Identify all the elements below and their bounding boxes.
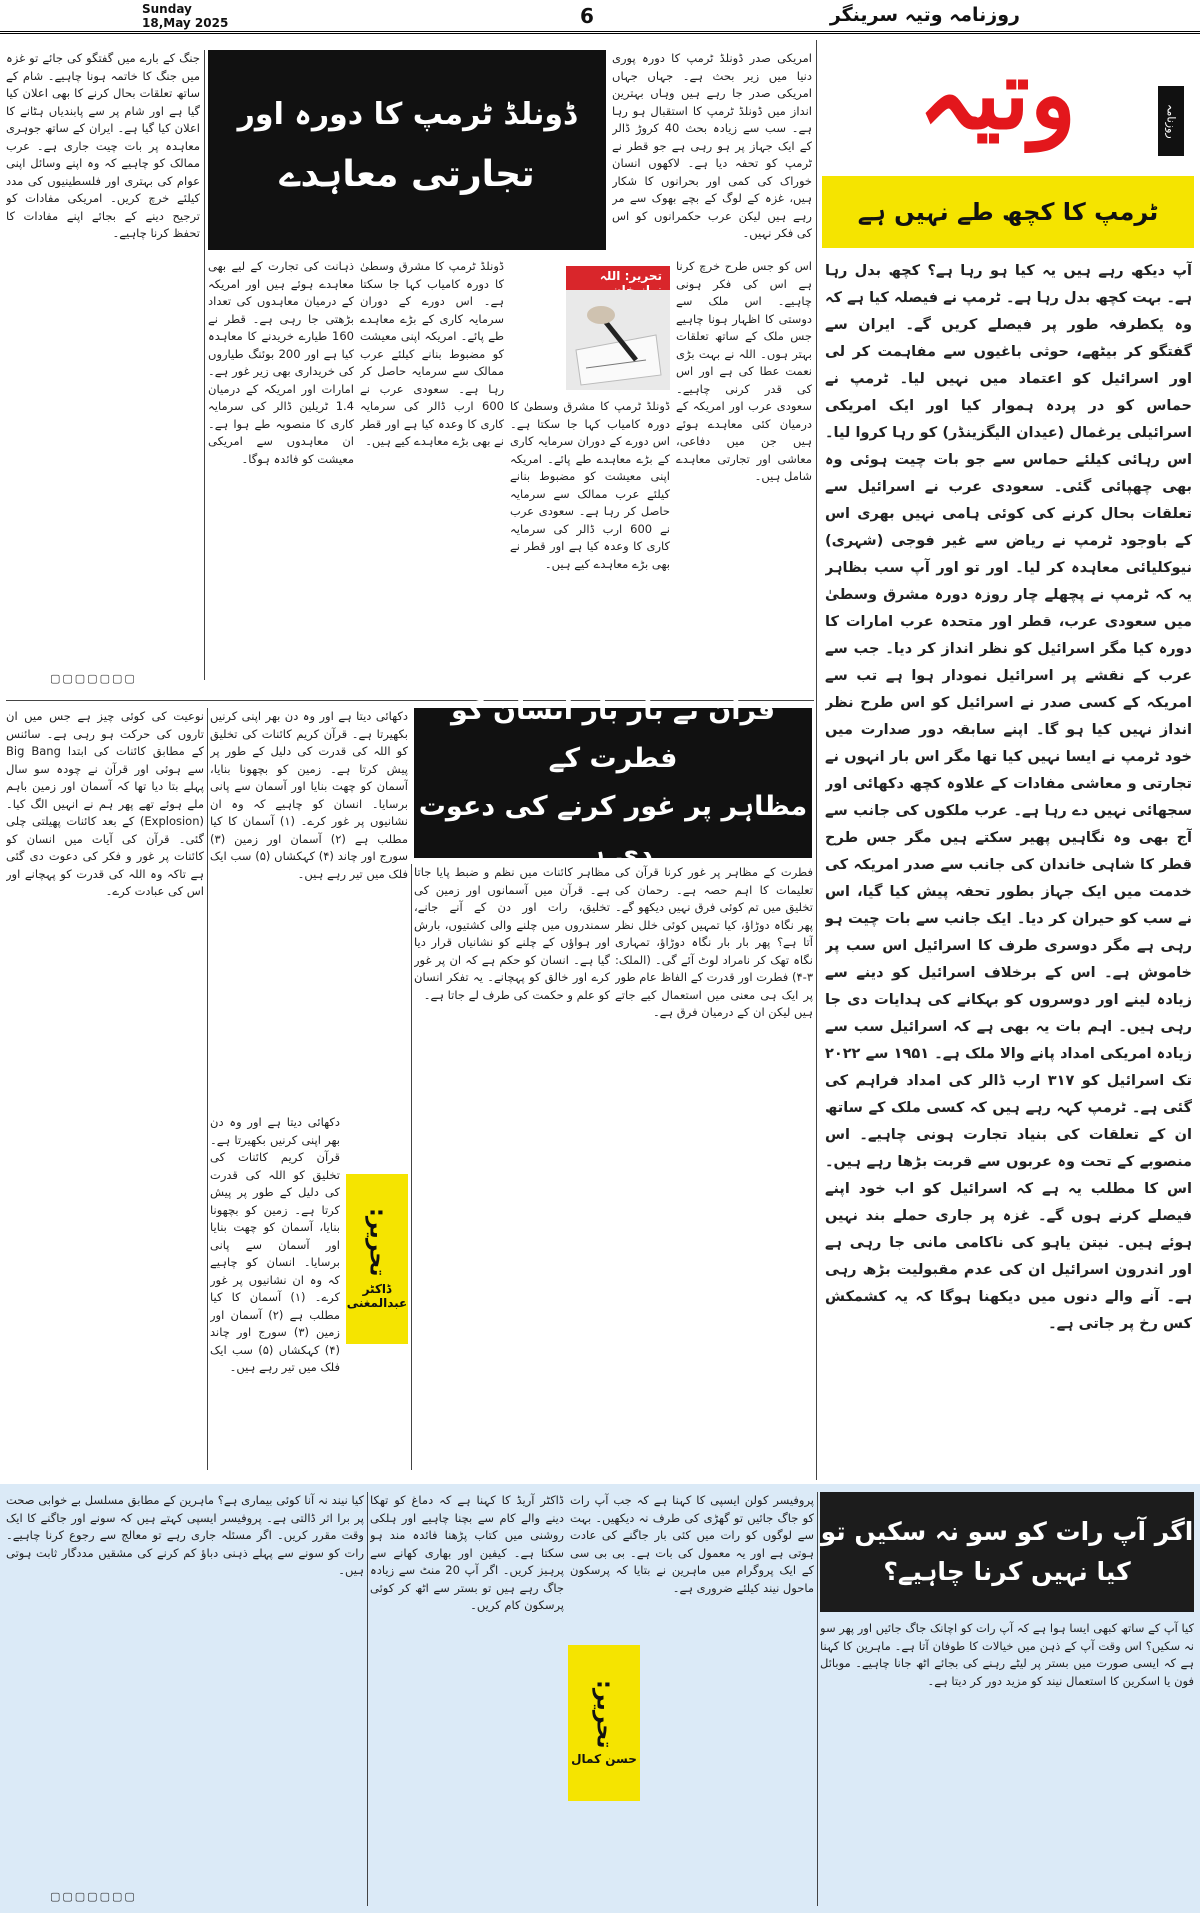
article-end-marks: ▢▢▢▢▢▢▢: [50, 1890, 137, 1903]
sleep-byline-label: تحریر:: [591, 1679, 617, 1749]
column-divider: [204, 50, 205, 680]
quran-body-c: دکھائی دیتا ہے اور وہ دن بھر اپنی کرنیں بکھیرتا ہے۔ قرآن کریم کائنات کی تخلیق کو اللہ کی قدرت کی دلیل کے طور پر پیش کرتا ہے۔ زمین کو بچھونا بنایا، آسمان کو چھت بنایا اور آسمان سے پانی برسایا۔ انسان کو چاہیے کہ وہ ان نشانیوں پر غور کرے۔ (۱) آسمان کا کیا مطلب ہے (۲) آسمان اور زمین (۳) سورج اور چاند (۴) کہکشاں (۵) سب ایک فلک میں تیر رہے ہیں۔: [210, 709, 408, 881]
trump-headline-line1: ڈونلڈ ٹرمپ کا دورہ اور: [237, 97, 577, 132]
sleep-headline-line2: کیا نہیں کرنا چاہیے؟: [883, 1557, 1131, 1586]
sleep-body-a: کیا آپ کے ساتھ کبھی ایسا ہوا ہے کہ آپ رات کو اچانک جاگ جائیں اور پھر سو نہ سکیں؟ اس وقت آپ کے ذہن میں خیالات کا طوفان آتا ہے۔ ماہرین کا کہنا ہے کہ ایسی صورت میں بستر پر لیٹے رہنے کی بجائے اٹھ جانا چاہیے۔ موبائل فون یا اسکرین کا استعمال نیند کو مزید دور کر دیتا ہے۔: [820, 1621, 1194, 1688]
sleep-body-d: کیا نیند نہ آنا کوئی بیماری ہے؟ ماہرین کے مطابق مسلسل بے خوابی صحت پر برا اثر ڈالتی ہے۔ پروفیسر ایسپی کہتے ہیں کہ سونے اور جاگنے کا ایک وقت مقرر کریں۔ اگر مسئلہ جاری رہے تو معالج سے رجوع کرنا چاہیے۔ رات کو سونے سے پہلے ذہنی دباؤ کم کرنے کی مشقیں مددگار ثابت ہوتی ہیں۔: [6, 1493, 364, 1577]
trump-headline: [208, 50, 606, 250]
sleep-byline-name: حسن کمال: [571, 1752, 637, 1767]
quran-body-c2: دکھائی دیتا ہے اور وہ دن بھر اپنی کرنیں بکھیرتا ہے۔ قرآن کریم کائنات کی تخلیق کو اللہ کی قدرت کی دلیل کے طور پر پیش کرتا ہے۔ زمین کو بچھونا بنایا، آسمان کو چھت بنایا اور آسمان سے پانی برسایا۔ انسان کو چاہیے کہ وہ ان نشانیوں پر غور کرے۔ (۱) آسمان کا کیا مطلب ہے (۲) آسمان اور زمین (۳) سورج اور چاند (۴) کہکشاں (۵) سب ایک فلک میں تیر رہے ہیں۔: [210, 1115, 340, 1374]
column-divider: [816, 40, 817, 1480]
masthead-title: وتیہ: [917, 38, 1077, 151]
quran-headline-line2: مظاہر پر غور کرنے کی دعوت دی ہے: [418, 791, 808, 870]
masthead: [822, 40, 1194, 175]
sleep-body-c: ڈاکٹر آریڈ کا کہنا ہے کہ دماغ کو تھکا دینے والے کام سے بچنا چاہیے اور ہلکی روشنی میں کتاب پڑھنا فائدہ مند ہو سکتا ہے۔ کیفین اور بھاری کھانے سے پرہیز کریں۔ اگر آپ 20 منٹ سے زیادہ جاگ رہے ہیں تو بستر سے اٹھ کر کوئی پرسکون کام کریں۔: [370, 1493, 564, 1612]
quran-body-b: مظاہر کائنات میں نظم و ضبط پایا جاتا ہے۔ قرآن میں آسمانوں اور زمین کی تخلیق، رات اور دن کے آنے جانے، سمندروں میں چلنے والی کشتیوں، بارش اور ہواؤں کے چلنے کو نشانیاں قرار دیا گیا ہے۔ انسان کو حکم ہے کہ ان پر غور کرے اور خالق کو پہچانے۔ یہ تفکر انسان کو علم و حکمت کی طرف لے جاتا ہے۔: [414, 865, 610, 1002]
editorial-title: ٹرمپ کا کچھ طے نہیں ہے: [822, 176, 1194, 248]
issue-date: [142, 2, 228, 30]
trump-body-c2: ڈونلڈ ٹرمپ کا مشرق وسطیٰ کا دورہ کامیاب کہا جا سکتا ہے۔ اس دورے کے دوران سرمایہ کاری کے بڑے معاہدے طے پائے۔ امریکہ اپنی معیشت کو مضبوط بنانے کیلئے عرب ممالک سے سرمایہ حاصل کر رہا ہے۔ سعودی عرب نے 600 ارب ڈالر کی سرمایہ کاری کا وعدہ کیا ہے اور قطر نے بھی بڑے معاہدے کیے ہیں۔: [360, 259, 504, 448]
column-divider: [817, 1492, 818, 1906]
sleep-byline: [568, 1645, 640, 1801]
column-divider: [207, 708, 208, 1470]
trump-byline-text: تحریر: اللہ: [566, 266, 670, 300]
column-divider: [411, 864, 412, 1470]
issue-date-text: 18,May 2025: [142, 16, 229, 30]
quran-body-d: نوعیت کی کوئی چیز ہے جس میں ان تاروں کی حرکت ہو رہی ہے۔ سائنس کے مطابق کائنات کی ابتدا Big Bang سے ہوئی اور قرآن نے چودہ سو سال پہلے بتا دیا تھا کہ آسمان اور زمین باہم ملے ہوئے تھے پھر ہم نے انہیں الگ کیا۔ (Explosion) کے بعد کائنات پھیلتی چلی گئی۔ قرآن کی آیات میں انسان کو کائنات پر غور و فکر کی دعوت دی گئی ہے تاکہ وہ اللہ کی قدرت کو پہچانے اور اس کی عبادت کرے۔: [6, 709, 204, 898]
sleep-headline-line1: اگر آپ رات کو سو نہ سکیں تو: [820, 1517, 1194, 1546]
editorial-body: آپ دیکھ رہے ہیں یہ کیا ہو رہا ہے؟ کچھ بدل رہا ہے۔ بہت کچھ بدل رہا ہے۔ ٹرمپ نے فیصلہ کیا ہے کہ وہ یکطرفہ طور پر فیصلے کریں گے۔ ایران سے گفتگو کر بیٹھے، حوثی باغیوں سے مفاہمت کر لی اور اسرائیل کو اعتماد میں نہیں لیا۔ ٹرمپ نے حماس کو در پردہ ہموار کیا اور ایک امریکی اسرائیلی یرغمال (عیدان الیگزینڈر) کو رہا کروا لیا۔ اس رہائی کیلئے حماس سے جو بات چیت ہوئی وہ بھی چھپائی گئی۔ سعودی عرب نے اسرائیل سے تعلقات بحال کرنے کی کوئی ہامی نہیں بھری اس کے باوجود ٹرمپ نے ریاض سے غیر فوجی (شہری) نیوکلیائی معاہدہ کر لیا۔ اور تو اور آپ سب بظاہر یہ کہ ٹرمپ نے پچھلے چار روزہ دورہ مشرق وسطیٰ میں سعودی عرب، قطر اور متحدہ عرب امارات کا دورہ کیا مگر اسرائیل کو نظر انداز کر دیا۔ جب سے عرب کے نقشے پر اسرائیل نمودار ہوا ہے تب سے امریکہ کے کسی صدر نے اسرائیل کو اس طرح نظر انداز نہیں کیا ہو گا۔ اپنے سابقہ دور صدارت میں خود ٹرمپ نے ایسا نہیں کیا تھا مگر اس بار انہوں نے تجارتی و معاشی مفادات کے علاوہ کچھ دکھائی اور سجھائی نہیں دے رہا ہے۔ عرب ملکوں کی جانب سے آج بھی وہ نگاہیں پھیر سکتے ہیں مگر جس طرح قطر کا شاہی خاندان کی جانب سے صدر امریکہ کی خدمت میں ایک جہاز بطور تحفہ پیش کیا گیا، اس نے سب کو حیران کر دیا۔ ایک جانب سے بات چیت ہو رہی ہے مگر دوسری طرف کا اسرائیل اس سب پر خاموش ہے۔ اس کے برخلاف اسرائیل کو دینے سے زیادہ لینے اور دوسروں کو بہکانے کی ہدایات دی جا رہی ہیں۔ اہم بات یہ بھی ہے کہ اسرائیل سب سے زیادہ امریکی امداد پانے والا ملک ہے۔ ۱۹۵۱ سے ۲۰۲۲ تک اسرائیل کو ۳۱۷ ارب ڈالر کی امداد فراہم کی گئی ہے۔ ٹرمپ کہہ رہے ہیں کہ کسی ملک کے ساتھ ان کے تعلقات کی بنیاد تجارت ہونی چاہیے۔ اس منصوبے کے تحت وہ عربوں سے قربت بڑھا رہے ہیں۔ اس کا مطلب یہ ہے کہ اسرائیل کو اب خود اپنے فیصلے کرنے ہوں گے۔ غزہ پر جاری حملے بند نہیں ہوئے ہیں۔ نیتن یاہو کی ناکامی مانی جا رہی ہے اور اندرون اسرائیل ان کی عدم مقبولیت بڑھ رہی ہے۔ آنے والے دنوں میں دیکھنا ہوگا کہ یہ کشمکش کس رخ پر جاتی ہے۔: [825, 263, 1192, 1332]
trump-byline: [566, 266, 670, 288]
page-number: 6: [580, 4, 594, 28]
trump-body-a: امریکی صدر ڈونلڈ ٹرمپ کا دورہ پوری دنیا میں زیر بحث ہے۔ جہاں جہاں امریکی صدر جا رہے ہیں وہاں بہترین انداز میں ڈونلڈ ٹرمپ کا استقبال ہو رہا ہے۔ سب سے زیادہ بحث 40 کروڑ ڈالر کے ایک جہاز پر ہو رہی ہے جو قطر نے ٹرمپ کو تحفہ دیا ہے۔ لاکھوں انسان خوراک کی کمی اور بحرانوں کا شکار ہیں، غزہ کے لوگ کے بچے بھوک سے مر رہے ہیں لیکن عرب حکمرانوں کو اس کی فکر نہیں۔: [612, 51, 812, 240]
paper-name: روزنامہ وتیہ سرینگر: [829, 4, 1020, 26]
issue-day: Sunday: [142, 2, 192, 16]
trump-body-d: ذہانت کی تجارت کے لیے بھی معاہدے ہوئے ہیں اور امریکہ کے درمیان معاہدوں کی تعداد بڑھتی جا رہی ہے۔ قطر نے 160 طیارے خریدنے کا معاہدہ کیا ہے اور 200 بوئنگ طیاروں کی خریداری بھی زیر غور ہے۔ امارات اور امریکہ کے درمیان 1.4 ٹریلین ڈالر کی سرمایہ کاری کا منصوبہ طے ہوا ہے۔ ان معاہدوں سے امریکی معیشت کو فائدہ ہوگا۔: [208, 259, 354, 466]
sleep-body-b: پروفیسر کولن ایسپی کا کہنا ہے کہ جب آپ رات کو جاگ جائیں تو گھڑی کی طرف نہ دیکھیں۔ بہت سے لوگوں کو رات میں کئی بار جاگنے کی عادت ہوتی ہے اور یہ معمول کی بات ہے۔ بی بی سی کے ایک پروگرام میں ماہرین نے بتایا کہ پرسکون ماحول نیند کیلئے ضروری ہے۔: [570, 1493, 814, 1595]
trump-body-e: جنگ کے بارے میں گفتگو کی جائے تو غزہ میں جنگ کا خاتمہ ہونا چاہیے۔ شام کے ساتھ تعلقات بحال کرنے کا بھی اعلان کیا گیا ہے اور شام پر سے پابندیاں ہٹانے کا اعلان کیا گیا ہے۔ ایران کے ساتھ جوہری معاہدہ پر بات چیت جاری ہے۔ عرب ممالک کو چاہیے کہ وہ اپنے وسائل اپنی عوام کی بہتری اور فلسطینیوں کی مدد کیلئے خرچ کریں۔ امریکی مفادات کو ترجیح دینے کے بجائے اپنے مفادات کا تحفظ کرنا چاہیے۔: [6, 51, 200, 240]
quran-body-a: فطرت کے مظاہر پر غور کرنا قرآن کی تعلیمات کا اہم حصہ ہے۔ رحمان کی تخلیق میں تم کوئی فرق نہیں دیکھو گے۔ پھر نگاہ دوڑاؤ، کیا تمہیں کوئی خلل نظر آتا ہے؟ پھر بار بار نگاہ دوڑاؤ، تمہاری نگاہ تھک کر نامراد لوٹ آئے گی۔ (الملک: ۳-۴) فطرت اور قدرت کے الفاظ عام طور پر ایک ہی معنی میں استعمال کیے جاتے ہیں لیکن ان کے درمیان فرق ہے۔: [615, 865, 813, 1019]
article-end-marks: ▢▢▢▢▢▢▢: [50, 672, 137, 685]
quran-headline-line1: قرآن نے بار بار انسان کو فطرت کے: [450, 695, 776, 774]
sleep-headline: [820, 1492, 1194, 1612]
quran-byline-name: ڈاکٹر عبدالمغنی: [346, 1282, 408, 1311]
pen-writing-image: [566, 290, 670, 390]
trump-body-c: ڈونلڈ ٹرمپ کا مشرق وسطیٰ کا دورہ کامیاب کہا جا سکتا ہے۔ اس دورے کے دوران سرمایہ کاری کے بڑے معاہدے طے پائے۔ امریکہ اپنی معیشت کو مضبوط بنانے کیلئے عرب ممالک سے سرمایہ حاصل کر رہا ہے۔ سعودی عرب نے 600 ارب ڈالر کی سرمایہ کاری کا وعدہ کیا ہے اور قطر نے بھی بڑے معاہدے کیے ہیں۔: [510, 399, 670, 571]
trump-body-b: اس کو جس طرح خرچ کرنا ہے اس کی فکر ہونی چاہیے۔ اس ملک سے دوستی کا اظہار ہونا چاہیے جس ملک کے ساتھ تعلقات بہتر ہوں۔ اللہ نے بہت بڑی نعمت عطا کی ہے اور اس کی قدر کرنی چاہیے۔ سعودی عرب اور امریکہ کے درمیان کئی معاہدے ہوئے ہیں جن میں دفاعی، معاشی اور تجارتی معاہدے شامل ہیں۔: [676, 259, 812, 483]
column-divider: [367, 1492, 368, 1906]
quran-headline: [414, 695, 812, 870]
quran-byline-label: تحریر:: [364, 1207, 390, 1277]
trump-headline-line2: تجارتی معاہدے: [279, 154, 535, 195]
masthead-tag: روزنامہ: [1158, 86, 1184, 156]
quran-byline: [346, 1174, 408, 1344]
